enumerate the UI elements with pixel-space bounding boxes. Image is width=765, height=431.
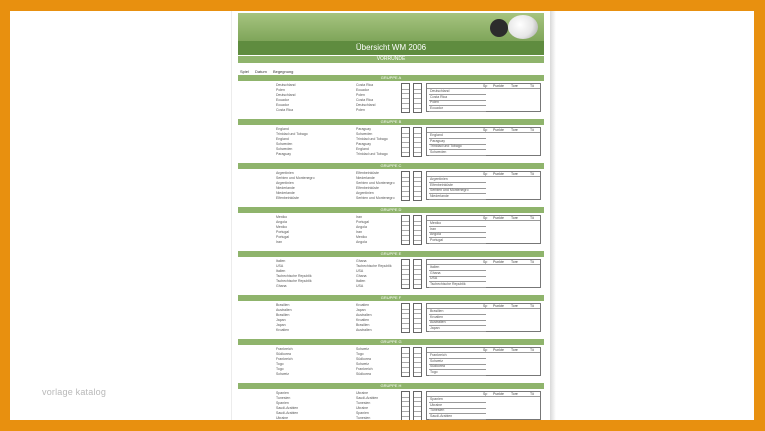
- table-row: [427, 359, 540, 364]
- table-col-header: Sp: [483, 348, 488, 352]
- round-label: VORRUNDE: [238, 56, 544, 63]
- away-team: Portugal: [356, 220, 370, 224]
- table-row: [427, 238, 540, 243]
- away-team: Frankreich: [356, 367, 373, 371]
- team-name: Brasilien: [430, 309, 444, 313]
- home-team: Tschechische Republik: [276, 274, 312, 278]
- home-team: Saudi-Arabien: [276, 406, 299, 410]
- home-team: Ghana: [276, 284, 287, 288]
- table-row: [427, 144, 540, 149]
- match-row: [238, 108, 398, 113]
- team-name: Saudi-Arabien: [430, 413, 453, 418]
- away-team: Saudi-Arabien: [356, 396, 379, 400]
- standings-table: [426, 347, 541, 376]
- table-row: [427, 276, 540, 281]
- table-col-header: Tö: [530, 128, 535, 132]
- table-row: [427, 150, 540, 155]
- match-row: [238, 372, 398, 377]
- away-team: USA: [356, 269, 364, 273]
- table-row: [427, 370, 540, 375]
- table-row: [427, 188, 540, 193]
- group-header: GRUPPE E: [238, 251, 544, 257]
- standings-table: [426, 303, 541, 332]
- score-input[interactable]: [413, 391, 422, 420]
- team-name: Serbien und Montenegro: [430, 188, 469, 192]
- away-team: USA: [356, 284, 364, 288]
- home-team: Paraguay: [276, 152, 291, 156]
- away-team: Kroatien: [356, 318, 370, 322]
- table-row: [427, 227, 540, 232]
- home-team: Portugal: [276, 235, 290, 239]
- away-team: Angola: [356, 240, 367, 244]
- standings-table: [426, 83, 541, 112]
- away-team: Costa Rica: [356, 83, 374, 87]
- away-team: Elfenbeinküste: [356, 171, 379, 175]
- team-name: Argentinien: [430, 177, 448, 181]
- table-row: [427, 221, 540, 226]
- score-input[interactable]: [401, 171, 410, 201]
- home-team: Ecuador: [276, 103, 290, 107]
- team-name: Australien: [430, 320, 446, 324]
- team-name: Iran: [430, 226, 437, 231]
- away-team: Paraguay: [356, 127, 371, 131]
- team-name: Ukraine: [430, 402, 443, 407]
- home-team: Schweden: [276, 142, 293, 146]
- away-team: Südkorea: [356, 357, 371, 361]
- football-icon: [508, 15, 538, 39]
- home-team: Portugal: [276, 230, 290, 234]
- home-team: Tschechische Republik: [276, 279, 312, 283]
- match-row: [238, 416, 398, 420]
- away-team: Südkorea: [356, 372, 371, 376]
- team-name: Schweden: [430, 149, 447, 154]
- home-team: Saudi-Arabien: [276, 411, 299, 415]
- table-col-header: Tö: [530, 172, 535, 176]
- score-input[interactable]: [401, 303, 410, 333]
- team-name: Schweiz: [430, 358, 444, 363]
- table-col-header: Tore: [511, 84, 518, 88]
- away-team: Paraguay: [356, 142, 371, 146]
- table-row: [427, 139, 540, 144]
- table-col-header: Punkte: [493, 392, 504, 396]
- team-name: Kroatien: [430, 314, 444, 319]
- document-page: [231, 11, 550, 420]
- standings-table: [426, 259, 541, 288]
- table-row: [427, 403, 540, 408]
- team-name: Paraguay: [430, 138, 445, 143]
- score-input[interactable]: [413, 303, 422, 333]
- group-block: [238, 383, 544, 420]
- away-team: Brasilien: [356, 323, 370, 327]
- table-col-header: Punkte: [493, 216, 504, 220]
- away-team: Polen: [356, 108, 365, 112]
- away-team: Australien: [356, 328, 372, 332]
- group-header: GRUPPE F: [238, 295, 544, 301]
- team-name: Mexiko: [430, 221, 442, 225]
- table-col-header: Tore: [511, 128, 518, 132]
- home-team: Frankreich: [276, 357, 293, 361]
- match-row: [238, 240, 398, 245]
- team-name: Tunesien: [430, 408, 445, 412]
- col-datum: Datum: [255, 69, 267, 74]
- home-team: Brasilien: [276, 313, 290, 317]
- group-block: [238, 75, 544, 115]
- home-team: Niederlande: [276, 186, 295, 190]
- table-row: [427, 265, 540, 270]
- score-input[interactable]: [401, 83, 410, 113]
- score-input[interactable]: [413, 259, 422, 289]
- table-col-header: Tö: [530, 84, 535, 88]
- home-team: Togo: [276, 362, 284, 366]
- away-team: Italien: [356, 279, 366, 283]
- table-row: [427, 364, 540, 369]
- team-name: England: [430, 133, 443, 137]
- group-header: GRUPPE H: [238, 383, 544, 389]
- team-name: USA: [430, 276, 438, 280]
- score-input[interactable]: [401, 215, 410, 245]
- home-team: Deutschland: [276, 93, 296, 97]
- away-team: Schweden: [356, 132, 373, 136]
- home-team: Italien: [276, 259, 286, 263]
- away-team: Togo: [356, 352, 364, 356]
- table-col-header: Sp: [483, 304, 488, 308]
- table-row: [427, 326, 540, 331]
- away-team: Serbien und Montenegro: [356, 196, 395, 200]
- away-team: Costa Rica: [356, 98, 374, 102]
- home-team: England: [276, 137, 289, 141]
- team-name: Angola: [430, 232, 441, 236]
- away-team: England: [356, 147, 369, 151]
- standings-table: [426, 127, 541, 156]
- table-row: [427, 414, 540, 419]
- home-team: Argentinien: [276, 181, 294, 185]
- team-name: Tschechische Republik: [430, 281, 466, 286]
- table-row: [427, 315, 540, 320]
- home-team: Ukraine: [276, 416, 289, 420]
- home-team: Italien: [276, 269, 286, 273]
- table-row: [427, 133, 540, 138]
- home-team: Togo: [276, 367, 284, 371]
- score-input[interactable]: [413, 171, 422, 201]
- team-name: Portugal: [430, 237, 444, 242]
- table-col-header: Tore: [511, 304, 518, 308]
- away-team: Schweiz: [356, 362, 370, 366]
- home-team: Costa Rica: [276, 108, 294, 112]
- table-col-header: Sp: [483, 260, 488, 264]
- page-title: Übersicht WM 2006: [238, 41, 544, 55]
- table-row: [427, 183, 540, 188]
- away-team: Ghana: [356, 259, 367, 263]
- team-name: Japan: [430, 325, 440, 330]
- group-header: GRUPPE G: [238, 339, 544, 345]
- table-col-header: Sp: [483, 392, 488, 396]
- match-row: [238, 328, 398, 333]
- score-input[interactable]: [401, 127, 410, 157]
- page-shadow: [550, 11, 556, 420]
- away-team: Elfenbeinküste: [356, 186, 379, 190]
- away-team: Serbien und Montenegro: [356, 181, 395, 185]
- away-team: Ukraine: [356, 406, 369, 410]
- table-col-header: Tö: [530, 392, 535, 396]
- team-name: Deutschland: [430, 89, 450, 93]
- home-team: Elfenbeinküste: [276, 196, 299, 200]
- team-name: Italien: [430, 265, 440, 269]
- away-team: Mexiko: [356, 235, 368, 239]
- table-row: [427, 100, 540, 105]
- away-team: Ghana: [356, 274, 367, 278]
- group-header: GRUPPE C: [238, 163, 544, 169]
- home-team: Kroatien: [276, 328, 290, 332]
- away-team: Ukraine: [356, 391, 369, 395]
- home-team: Spanien: [276, 401, 289, 405]
- match-row: [238, 196, 398, 201]
- home-team: Japan: [276, 318, 286, 322]
- away-team: Tschechische Republik: [356, 264, 392, 268]
- column-headers: [240, 69, 298, 74]
- home-team: USA: [276, 264, 284, 268]
- home-team: Iran: [276, 240, 283, 244]
- table-row: [427, 95, 540, 100]
- col-spiel: Spiel: [240, 69, 249, 74]
- home-team: Südkorea: [276, 352, 291, 356]
- team-name: Ghana: [430, 270, 441, 275]
- group-block: [238, 119, 544, 159]
- away-team: Schweiz: [356, 347, 370, 351]
- table-col-header: Punkte: [493, 128, 504, 132]
- table-col-header: Sp: [483, 216, 488, 220]
- table-row: [427, 282, 540, 287]
- table-col-header: Punkte: [493, 84, 504, 88]
- score-input[interactable]: [413, 127, 422, 157]
- table-row: [427, 106, 540, 111]
- score-input[interactable]: [413, 215, 422, 245]
- home-team: Niederlande: [276, 191, 295, 195]
- table-col-header: Tö: [530, 348, 535, 352]
- home-team: Japan: [276, 323, 286, 327]
- away-team: Ecuador: [356, 88, 370, 92]
- table-row: [427, 89, 540, 94]
- match-row: [238, 284, 398, 289]
- score-input[interactable]: [413, 83, 422, 113]
- table-row: [427, 232, 540, 237]
- team-name: Ecuador: [430, 105, 444, 110]
- home-team: Schweiz: [276, 372, 290, 376]
- score-input[interactable]: [413, 347, 422, 377]
- table-row: [427, 194, 540, 199]
- table-col-header: Punkte: [493, 348, 504, 352]
- table-row: [427, 408, 540, 413]
- table-col-header: Sp: [483, 84, 488, 88]
- away-team: Trinidad und Tobago: [356, 152, 388, 156]
- group-block: [238, 295, 544, 335]
- away-team: Iran: [356, 215, 363, 219]
- team-name: Trinidad und Tobago: [430, 144, 462, 148]
- table-row: [427, 309, 540, 314]
- away-team: Trinidad und Tobago: [356, 137, 388, 141]
- group-header: GRUPPE A: [238, 75, 544, 81]
- away-team: Australien: [356, 313, 372, 317]
- home-team: Australien: [276, 308, 292, 312]
- table-row: [427, 320, 540, 325]
- home-team: Frankreich: [276, 347, 293, 351]
- home-team: England: [276, 127, 289, 131]
- home-team: Trinidad und Tobago: [276, 132, 308, 136]
- team-name: Elfenbeinküste: [430, 182, 453, 187]
- header-banner: [238, 13, 544, 41]
- table-col-header: Tö: [530, 260, 535, 264]
- away-team: Kroatien: [356, 303, 370, 307]
- table-col-header: Tore: [511, 260, 518, 264]
- home-team: Brasilien: [276, 303, 290, 307]
- table-col-header: Tore: [511, 348, 518, 352]
- home-team: Schweden: [276, 147, 293, 151]
- preview-area: [10, 11, 754, 420]
- team-name: Frankreich: [430, 353, 447, 357]
- group-block: [238, 207, 544, 247]
- group-block: [238, 251, 544, 291]
- team-name: Spanien: [430, 397, 443, 401]
- table-row: [427, 397, 540, 402]
- table-col-header: Tore: [511, 216, 518, 220]
- watermark-text: vorlage katalog: [42, 387, 107, 397]
- table-col-header: Punkte: [493, 172, 504, 176]
- away-team: Spanien: [356, 411, 369, 415]
- table-col-header: Punkte: [493, 260, 504, 264]
- group-header: GRUPPE D: [238, 207, 544, 213]
- standings-table: [426, 171, 541, 200]
- standings-table: [426, 215, 541, 244]
- group-block: [238, 163, 544, 203]
- table-col-header: Tore: [511, 172, 518, 176]
- home-team: Spanien: [276, 391, 289, 395]
- home-team: Tunesien: [276, 396, 291, 400]
- goal-net-graphic: [490, 19, 508, 37]
- away-team: Tunesien: [356, 401, 371, 405]
- group-header: GRUPPE B: [238, 119, 544, 125]
- away-team: Argentinien: [356, 191, 374, 195]
- away-team: Angola: [356, 225, 367, 229]
- score-input[interactable]: [401, 391, 410, 420]
- team-name: Costa Rica: [430, 94, 448, 99]
- away-team: Polen: [356, 93, 365, 97]
- team-name: Polen: [430, 100, 439, 104]
- table-col-header: Punkte: [493, 304, 504, 308]
- table-row: [427, 177, 540, 182]
- home-team: Argentinien: [276, 171, 294, 175]
- home-team: Mexiko: [276, 225, 288, 229]
- col-begegnung: Begegnung: [272, 69, 294, 74]
- standings-table: [426, 391, 541, 420]
- table-row: [427, 271, 540, 276]
- score-input[interactable]: [401, 259, 410, 289]
- table-col-header: Sp: [483, 172, 488, 176]
- home-team: Polen: [276, 88, 285, 92]
- group-block: [238, 339, 544, 379]
- away-team: Tunesien: [356, 416, 371, 420]
- table-col-header: Tö: [530, 304, 535, 308]
- home-team: Angola: [276, 220, 287, 224]
- score-input[interactable]: [401, 347, 410, 377]
- home-team: Deutschland: [276, 83, 296, 87]
- away-team: Niederlande: [356, 176, 375, 180]
- home-team: Ecuador: [276, 98, 290, 102]
- away-team: Japan: [356, 308, 366, 312]
- table-row: [427, 353, 540, 358]
- home-team: Mexiko: [276, 215, 288, 219]
- team-name: Südkorea: [430, 364, 445, 368]
- match-row: [238, 152, 398, 157]
- team-name: Togo: [430, 369, 438, 374]
- team-name: Niederlande: [430, 193, 449, 198]
- table-col-header: Sp: [483, 128, 488, 132]
- away-team: Deutschland: [356, 103, 376, 107]
- table-col-header: Tö: [530, 216, 535, 220]
- table-col-header: Tore: [511, 392, 518, 396]
- home-team: Serbien und Montenegro: [276, 176, 315, 180]
- away-team: Iran: [356, 230, 363, 234]
